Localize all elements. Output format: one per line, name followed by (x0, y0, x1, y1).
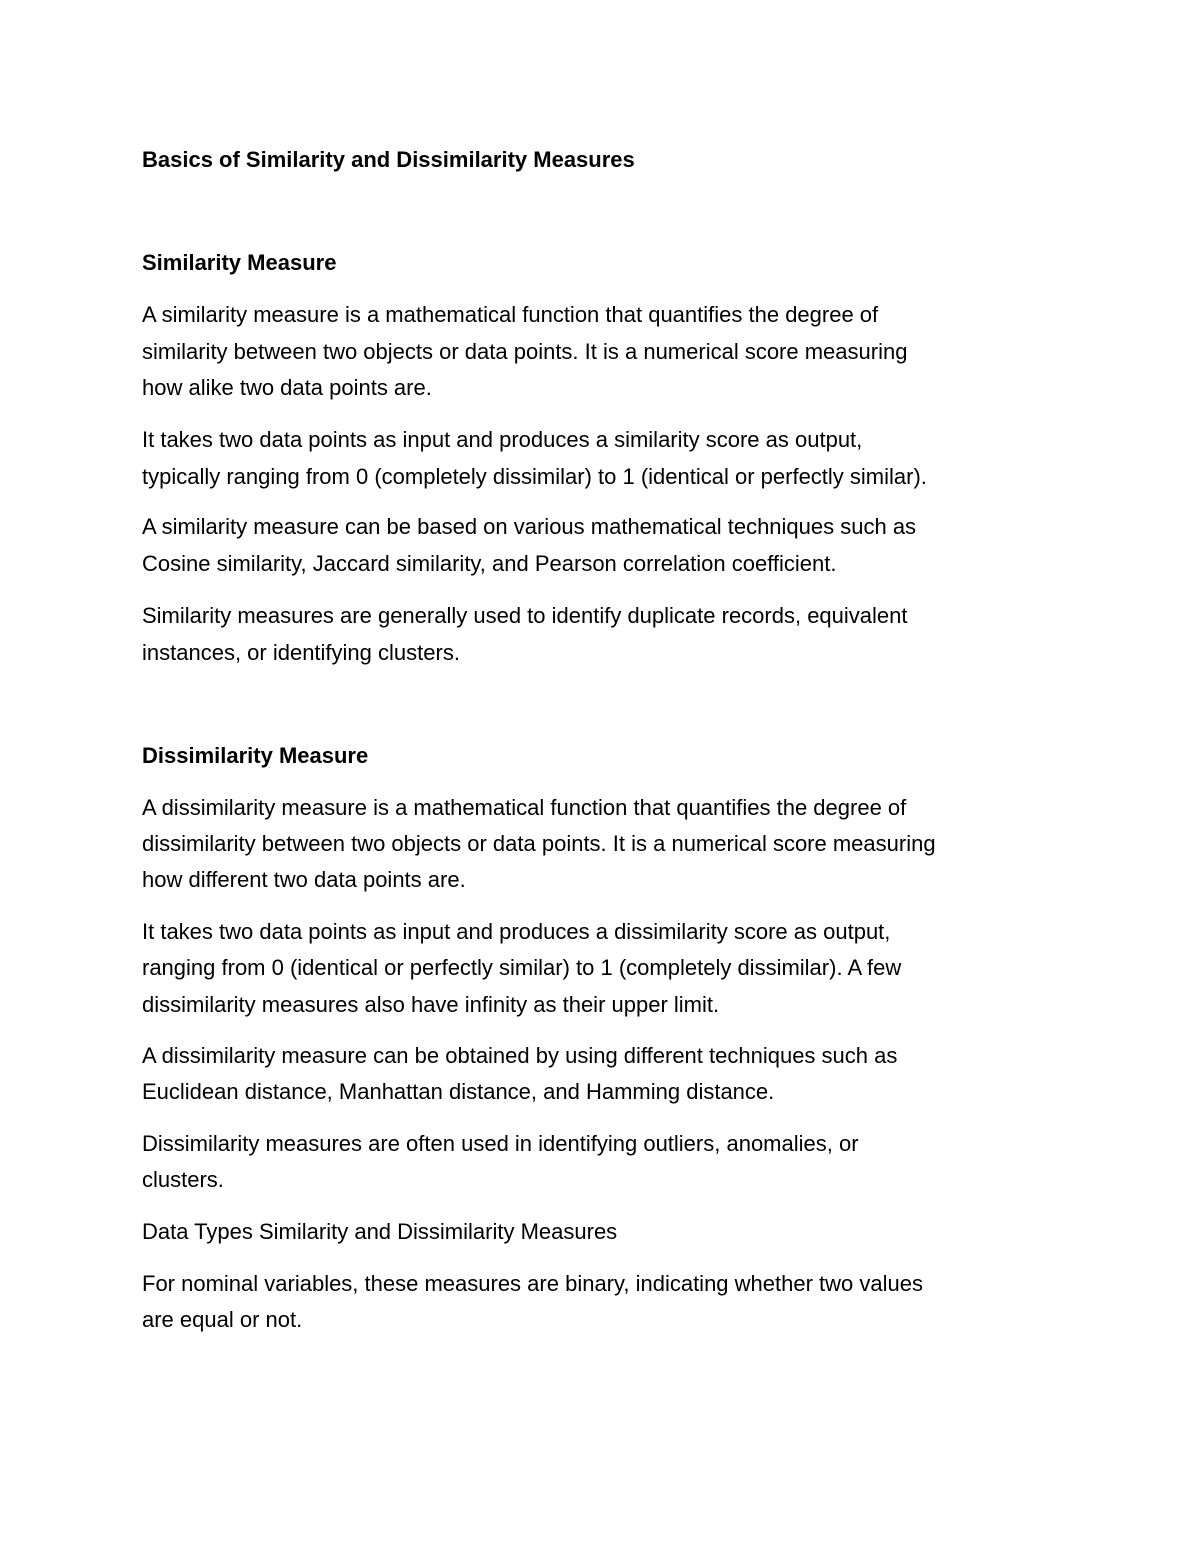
paragraph-line: are equal or not. (142, 1307, 303, 1332)
paragraph-line: A dissimilarity measure is a mathematical function that quantifies the degree of (142, 795, 907, 820)
paragraph-line: It takes two data points as input and produces a dissimilarity score as output, (142, 919, 891, 944)
paragraph-line: clusters. (142, 1167, 224, 1192)
paragraph-line: Dissimilarity measures are often used in identifying outliers, anomalies, or (142, 1131, 859, 1156)
paragraph-line: similarity between two objects or data points. It is a numerical score measuring (142, 339, 908, 364)
paragraph-line: typically ranging from 0 (completely dissimilar) to 1 (identical or perfectly similar). (142, 464, 927, 489)
data-types-heading: Data Types Similarity and Dissimilarity Measures (142, 1219, 618, 1244)
paragraph-line: dissimilarity measures also have infinity as their upper limit. (142, 992, 720, 1017)
document-title: Basics of Similarity and Dissimilarity Measures (142, 147, 635, 172)
paragraph-line: Euclidean distance, Manhattan distance, and Hamming distance. (142, 1079, 775, 1104)
paragraph-line: A dissimilarity measure can be obtained by using different techniques such as (142, 1043, 898, 1068)
paragraph-line: For nominal variables, these measures are binary, indicating whether two values (142, 1271, 923, 1296)
paragraph-line: ranging from 0 (identical or perfectly similar) to 1 (completely dissimilar). A few (142, 955, 902, 980)
paragraph-line: It takes two data points as input and produces a similarity score as output, (142, 427, 863, 452)
dissimilarity-heading: Dissimilarity Measure (142, 743, 369, 768)
paragraph-line: instances, or identifying clusters. (142, 640, 460, 665)
paragraph-line: dissimilarity between two objects or data points. It is a numerical score measuring (142, 831, 936, 856)
paragraph-line: A similarity measure is a mathematical function that quantifies the degree of (142, 302, 879, 327)
paragraph-line: how different two data points are. (142, 867, 466, 892)
paragraph-line: how alike two data points are. (142, 375, 432, 400)
paragraph-line: Similarity measures are generally used to identify duplicate records, equivalent (142, 603, 908, 628)
paragraph-line: A similarity measure can be based on various mathematical techniques such as (142, 514, 917, 539)
similarity-heading: Similarity Measure (142, 250, 337, 275)
paragraph-line: Cosine similarity, Jaccard similarity, and Pearson correlation coefficient. (142, 551, 837, 576)
